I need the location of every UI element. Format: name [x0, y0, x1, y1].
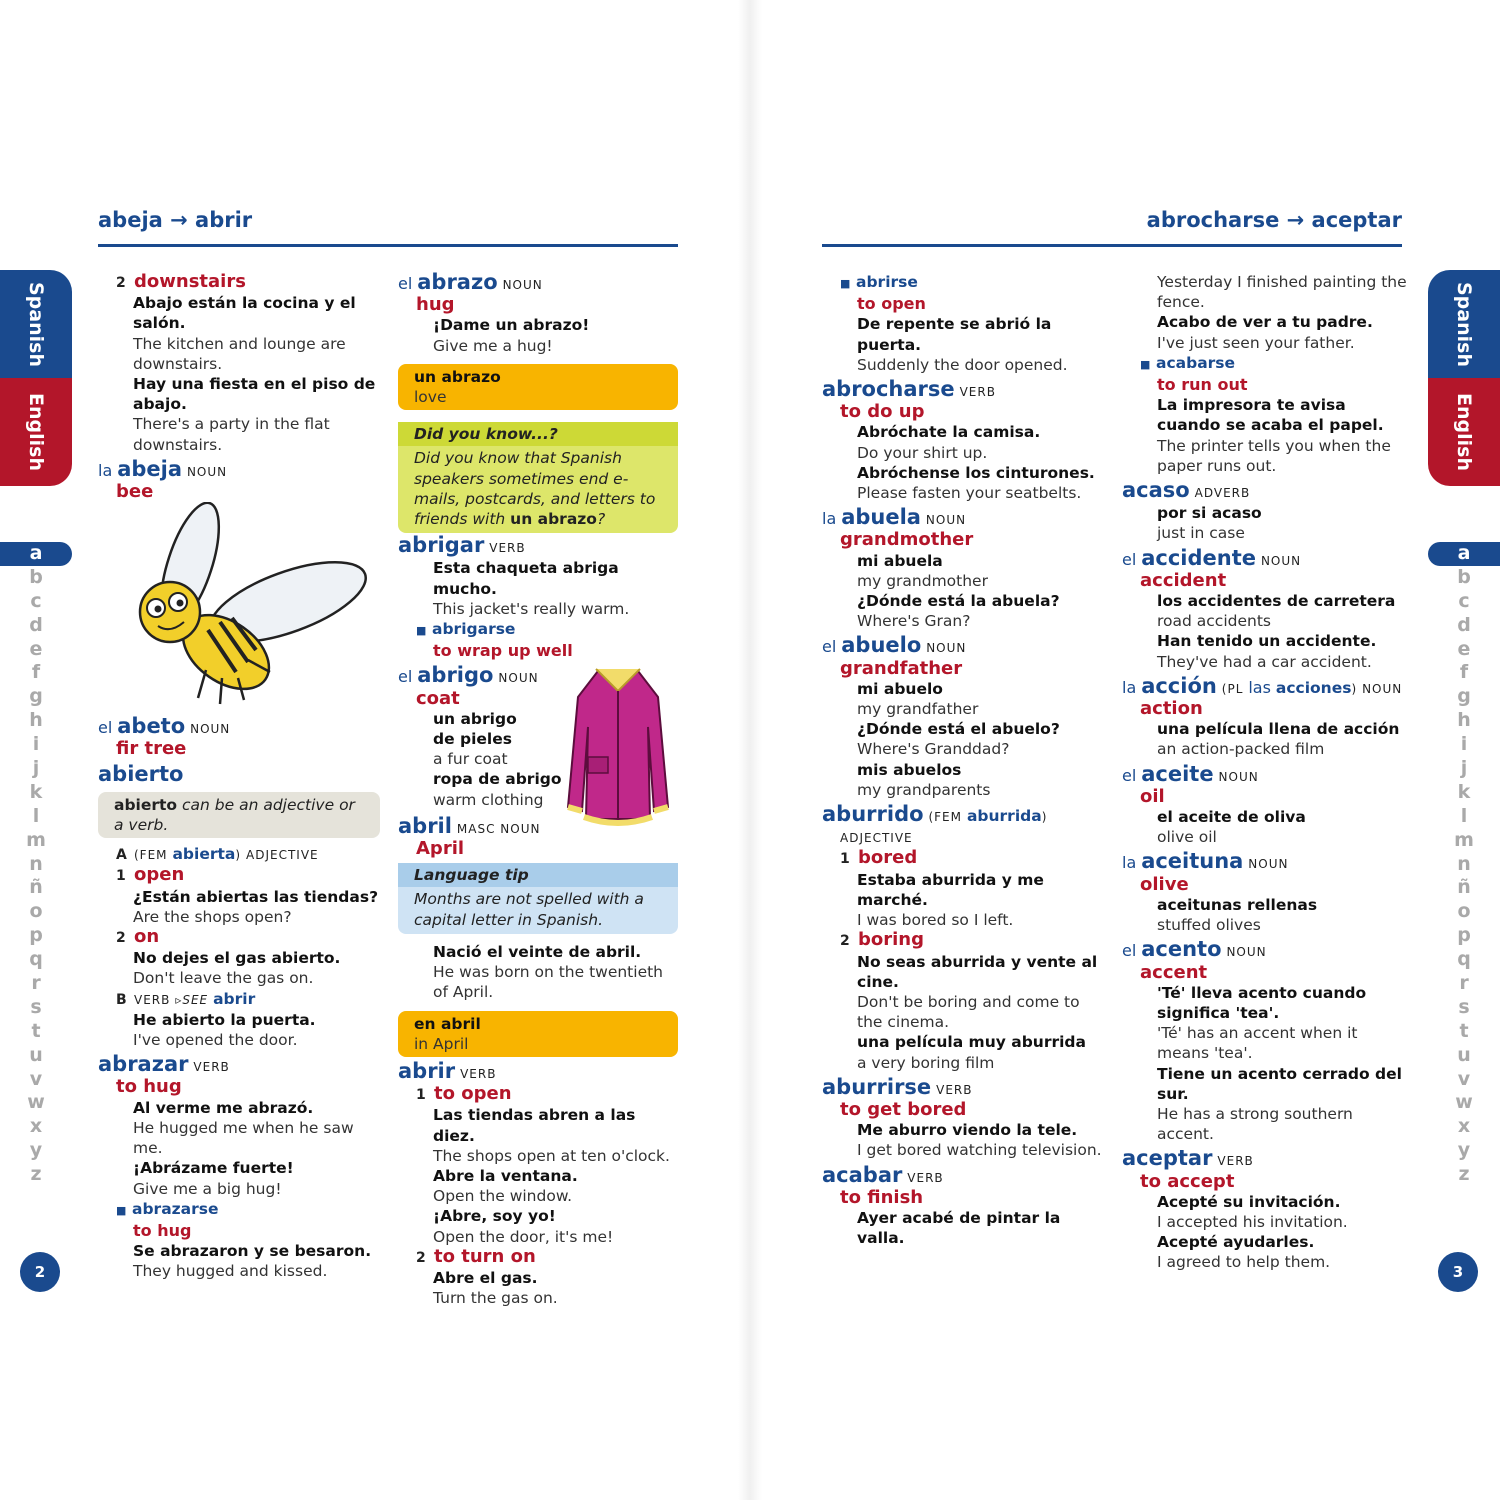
alphabet-letter-d[interactable]: d: [29, 613, 43, 636]
alphabet-letter-i[interactable]: i: [32, 733, 40, 756]
tab-spanish[interactable]: Spanish: [0, 270, 72, 378]
column-left-2: [398, 272, 678, 1308]
alphabet-letter-b[interactable]: b: [1457, 565, 1471, 588]
alphabet-letter-a[interactable]: a: [1428, 542, 1500, 566]
alphabet-letter-k[interactable]: k: [1457, 780, 1471, 803]
entry-aceituna: la aceituna NOUN olive aceitunas rellenas stuffed olives: [1122, 849, 1318, 935]
alphabet-letter-g[interactable]: g: [29, 685, 43, 708]
entry-abuelo: el abuelo NOUN grandfather mi abuelo my grandfather ¿Dónde está el abuelo? Where's Granddad? mis abuelos my grandparents: [822, 633, 1060, 799]
alphabet-letter-m[interactable]: m: [1454, 828, 1474, 851]
alphabet-letter-a[interactable]: a: [0, 542, 72, 566]
header-rule-right: [822, 244, 1402, 247]
bee-illustration: [98, 502, 378, 716]
entry-abrir: abrir VERB 1 to open Las tiendas abren a las diez. The shops open at ten o'clock. Abre la ventana. Open the window. ¡Abre, soy yo! Open the door, it's me! 2 to turn on Abre el gas. Turn the gas on.: [398, 1058, 670, 1308]
entry-abrazar: abrazar VERB to hug Al verme me abrazó. He hugged me when he saw me. ¡Abrázame fuerte! Give me a big hug! ■ abrazarse to hug Se abrazaron y se besaron. They hugged and kissed.: [98, 1052, 372, 1281]
right-page: [750, 0, 1500, 1500]
alphabet-letter-i[interactable]: i: [1460, 733, 1468, 756]
page-number-right: 3: [1438, 1252, 1478, 1292]
entry-abeto: el abeto NOUN fir tree: [98, 714, 231, 760]
abierto-note: abierto can be an adjective or a verb.: [98, 792, 380, 838]
entry-acaso: acaso ADVERB por si acaso just in case: [1122, 478, 1262, 543]
entry-abrirse: ■ abrirse to open De repente se abrió la puerta. Suddenly the door opened.: [840, 273, 1068, 374]
alphabet-letter-r[interactable]: r: [31, 972, 41, 995]
alphabet-letter-n[interactable]: n: [29, 852, 43, 875]
entry-abrocharse: abrocharse VERB to do up Abróchate la camisa. Do your shirt up. Abróchense los cinturones. Please fasten your seatbelts.: [822, 377, 1095, 503]
alphabet-letter-q[interactable]: q: [1457, 948, 1471, 971]
alphabet-letter-ñ[interactable]: ñ: [29, 876, 43, 899]
running-head-right: abrocharse → aceptar: [1146, 208, 1402, 232]
alphabet-letter-y[interactable]: y: [29, 1139, 43, 1162]
alphabet-letter-u[interactable]: u: [29, 1043, 43, 1066]
alphabet-letter-h[interactable]: h: [29, 709, 43, 732]
alphabet-letter-w[interactable]: w: [27, 1091, 45, 1114]
language-tabs-right: [1428, 270, 1500, 486]
alphabet-letter-o[interactable]: o: [1457, 900, 1471, 923]
entry-accion: la acción (PL las acciones) NOUN action una película llena de acción an action-packed film: [1122, 673, 1403, 759]
entry-abajo-sense2: 2 downstairs Abajo están la cocina y el salón. The kitchen and lounge are downstairs. Hay una fiesta en el piso de abajo. There's a party in the flat downstairs.: [116, 271, 376, 454]
phrase-box-en-abril: en abril in April: [398, 1011, 678, 1057]
alphabet-letter-h[interactable]: h: [1457, 709, 1471, 732]
alphabet-letter-m[interactable]: m: [26, 828, 46, 851]
did-you-know-box: Did you know...? Did you know that Spanish speakers sometimes end e-mails, postcards, and letters to friends with un abrazo?: [398, 422, 678, 533]
alphabet-letter-l[interactable]: l: [1460, 804, 1468, 827]
language-tabs-left: [0, 270, 72, 486]
alphabet-letter-c[interactable]: c: [1458, 589, 1470, 612]
alphabet-letter-v[interactable]: v: [1457, 1067, 1471, 1090]
alphabet-letter-z[interactable]: z: [1458, 1163, 1470, 1186]
alphabet-letter-n[interactable]: n: [1457, 852, 1471, 875]
entry-acento: el acento NOUN accent 'Té' lleva acento cuando significa 'tea'. 'Té' has an accent when it means 'tea'. Tiene un acento cerrado del sur. He has a strong southern accent.: [1122, 937, 1402, 1144]
entry-acabar: acabar VERB to finish Ayer acabé de pintar la valla.: [822, 1162, 1061, 1248]
phrase-box-un-abrazo: un abrazo love: [398, 364, 678, 410]
alphabet-index-right: [1428, 542, 1500, 1187]
entry-abril: abril MASC NOUN April Language tip Months are not spelled with a capital letter in Spanish. Nació el veinte de abril. He was born on the twentieth of April. en abril in April: [398, 816, 678, 1057]
alphabet-letter-z[interactable]: z: [30, 1163, 42, 1186]
alphabet-letter-e[interactable]: e: [1457, 637, 1471, 660]
alphabet-letter-w[interactable]: w: [1455, 1091, 1473, 1114]
alphabet-letter-j[interactable]: j: [1460, 757, 1468, 780]
alphabet-letter-f[interactable]: f: [31, 661, 41, 684]
page-number-left: 2: [20, 1252, 60, 1292]
alphabet-letter-k[interactable]: k: [29, 780, 43, 803]
alphabet-letter-t[interactable]: t: [31, 1019, 41, 1042]
entry-acabar-cont: Yesterday I finished painting the fence. Acabo de ver a tu padre. I've just seen your father. ■ acabarse to run out La impresora te avisa cuando se acaba el papel. The printer tells you when the paper runs out.: [1140, 273, 1407, 475]
entry-aburrido: aburrido (FEM aburrida) ADJECTIVE 1 bored Estaba aburrida y me marché. I was bored so I left. 2 boring No seas aburrida y vente al cine. Don't be boring and come to the cinema. una película muy aburrida a very boring film: [822, 802, 1098, 1072]
entry-aburrirse: aburrirse VERB to get bored Me aburro viendo la tele. I get bored watching television.: [822, 1074, 1102, 1160]
entry-accidente: el accidente NOUN accident los accidentes de carretera road accidents Han tenido un accidente. They've had a car accident.: [1122, 545, 1396, 671]
alphabet-letter-s[interactable]: s: [1458, 995, 1470, 1018]
alphabet-letter-d[interactable]: d: [1457, 613, 1471, 636]
alphabet-letter-x[interactable]: x: [29, 1115, 43, 1138]
alphabet-letter-o[interactable]: o: [29, 900, 43, 923]
alphabet-letter-t[interactable]: t: [1459, 1019, 1469, 1042]
alphabet-letter-x[interactable]: x: [1457, 1115, 1471, 1138]
entry-abeja: la abeja NOUN bee: [98, 459, 380, 716]
language-tip-box: Language tip Months are not spelled with a capital letter in Spanish.: [398, 863, 678, 934]
alphabet-letter-ñ[interactable]: ñ: [1457, 876, 1471, 899]
alphabet-letter-p[interactable]: p: [1457, 924, 1471, 947]
column-right-1: [822, 272, 1107, 1248]
entry-abuela: la abuela NOUN grandmother mi abuela my grandmother ¿Dónde está la abuela? Where's Gran?: [822, 505, 1060, 631]
alphabet-letter-u[interactable]: u: [1457, 1043, 1471, 1066]
tab-english[interactable]: English: [1428, 378, 1500, 486]
entry-abrazo: el abrazo NOUN hug ¡Dame un abrazo! Give me a hug! un abrazo love: [398, 272, 678, 410]
entry-abrigar: abrigar VERB Esta chaqueta abriga mucho. This jacket's really warm. ■ abrigarse to wrap up well: [398, 533, 630, 661]
alphabet-letter-j[interactable]: j: [32, 757, 40, 780]
column-right-2: [1122, 272, 1407, 1273]
header-rule-left: [98, 244, 678, 247]
tab-spanish[interactable]: Spanish: [1428, 270, 1500, 378]
alphabet-letter-l[interactable]: l: [32, 804, 40, 827]
alphabet-letter-p[interactable]: p: [29, 924, 43, 947]
alphabet-letter-b[interactable]: b: [29, 565, 43, 588]
column-left-1: [98, 272, 380, 1282]
running-head-left: abeja → abrir: [98, 208, 253, 232]
alphabet-letter-g[interactable]: g: [1457, 685, 1471, 708]
alphabet-letter-e[interactable]: e: [29, 637, 43, 660]
alphabet-letter-y[interactable]: y: [1457, 1139, 1471, 1162]
entry-aceptar: aceptar VERB to accept Acepté su invitación. I accepted his invitation. Acepté ayudarles. I agreed to help them.: [1122, 1146, 1348, 1272]
alphabet-letter-c[interactable]: c: [30, 589, 42, 612]
alphabet-letter-v[interactable]: v: [29, 1067, 43, 1090]
alphabet-index-left: [0, 542, 72, 1187]
entry-aceite: el aceite NOUN oil el aceite de oliva olive oil: [1122, 761, 1306, 847]
entry-abierto: abierto abierto can be an adjective or a verb. A (FEM abierta) ADJECTIVE 1 open ¿Están abiertas las tiendas? Are the shops open? 2 on No dejes el gas abierto. Don't leave the gas on. B VERB ▹SEE abrir He abierto la puerta. I've opened the door.: [98, 761, 379, 1050]
alphabet-letter-q[interactable]: q: [29, 948, 43, 971]
alphabet-letter-r[interactable]: r: [1459, 972, 1469, 995]
alphabet-letter-f[interactable]: f: [1459, 661, 1469, 684]
coat-illustration: [558, 657, 678, 829]
alphabet-letter-s[interactable]: s: [30, 995, 42, 1018]
entry-abrigo: el abrigo NOUN coat un abrigo de pieles a fur coat ropa de abrigo warm clothing: [398, 665, 678, 809]
tab-english[interactable]: English: [0, 378, 72, 486]
